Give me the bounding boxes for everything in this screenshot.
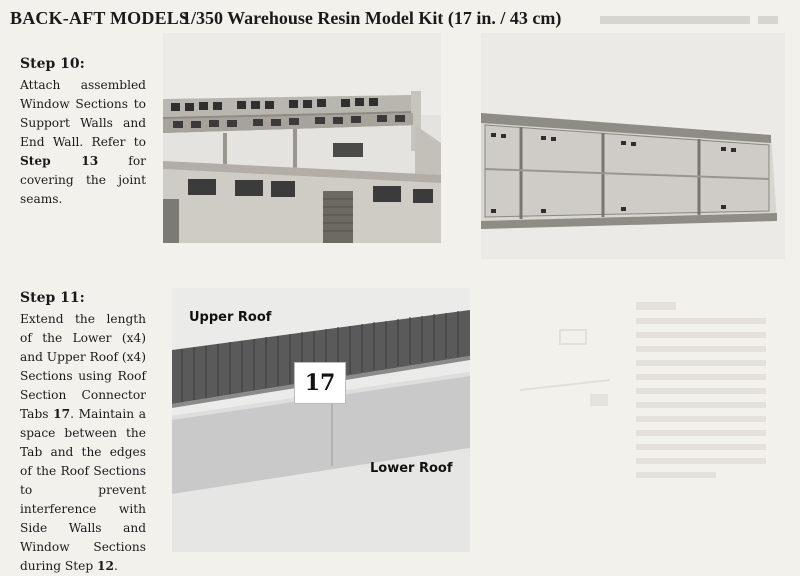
photo-step10-top-view: [481, 33, 785, 259]
roof-sections-illustration: [172, 288, 470, 552]
step-10-text-b: for covering the joint seams.: [20, 154, 146, 206]
photo-step11-roof-sections: [172, 288, 470, 552]
brand-name: BACK-AFT MODELS: [10, 8, 190, 28]
step-11-text-b: . Maintain a space between the Tab and the edges of the Roof Sections to prevent interference with Side Walls and Window Sections during Step: [20, 407, 146, 573]
step-11-step-number: 12: [97, 559, 115, 573]
top-view-illustration: [481, 33, 785, 259]
step-10-block: [20, 56, 146, 209]
step-10-instructions: [20, 76, 146, 209]
assembled-walls-illustration: [163, 33, 441, 243]
kit-title: 1/350 Warehouse Resin Model Kit (17 in. / 43 cm): [182, 8, 562, 28]
lower-roof-label: Lower Roof: [370, 461, 453, 476]
bleed-through-diagram: [520, 320, 620, 410]
photo-step10-assembled-walls: [163, 33, 441, 243]
step-11-block: [20, 290, 146, 576]
bleed-through-header: [600, 10, 790, 33]
bleed-through-text: [636, 300, 776, 500]
step-11-tab-number: 17: [53, 407, 71, 421]
step-10-text-a: Attach assembled Window Sections to Support Walls and End Wall. Refer to: [20, 78, 146, 149]
step-11-instructions: [20, 310, 146, 576]
connector-tab-17: 17: [294, 362, 346, 404]
bleed-through-lines: [636, 300, 776, 500]
step-11-text-a: Extend the length of the Lower (x4) and Upper Roof (x4) Sections using Roof Section Connector Tabs: [20, 312, 146, 421]
upper-roof-label: Upper Roof: [189, 310, 272, 325]
step-10-heading: Step 10:: [20, 56, 85, 72]
step-10-reference: Step 13: [20, 154, 99, 168]
bleed-through-shapes: [520, 320, 620, 410]
step-11-text-c: .: [114, 559, 118, 573]
step-11-heading: Step 11:: [20, 290, 85, 306]
